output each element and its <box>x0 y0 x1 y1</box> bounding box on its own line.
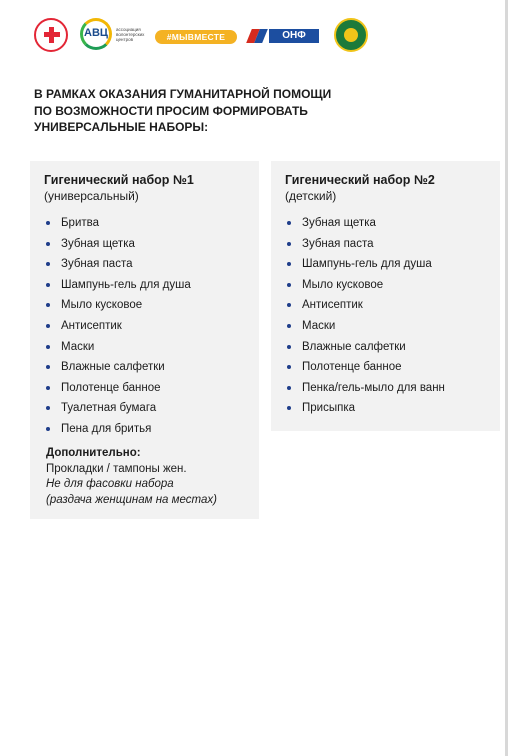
kit-2-item-label: Антисептик <box>302 299 363 312</box>
kit-2-title: Гигенический набор №2 <box>285 173 435 187</box>
kit-1-item-label: Зубная щетка <box>61 237 135 250</box>
list-item <box>44 319 191 340</box>
bullet-icon <box>46 406 50 410</box>
kit-1-item-label: Маски <box>61 340 95 353</box>
kit-2-item-label: Присыпка <box>302 402 356 415</box>
list-item <box>285 257 445 278</box>
regional-emblem-logo <box>334 18 368 52</box>
partner-logos <box>34 18 374 56</box>
list-item <box>44 278 191 299</box>
kit-1-item-label: Бритва <box>61 217 100 229</box>
additional-line-1: Прокладки / тампоны жен. <box>46 462 187 475</box>
kit-2-item-label: Маски <box>302 319 336 332</box>
kit-2-item-label: Полотенце банное <box>302 361 402 374</box>
kit-2-item-label: Мыло кусковое <box>302 278 384 291</box>
additional-title: Дополнительно: <box>46 447 141 459</box>
onf-logo-text: ОНФ <box>269 29 319 43</box>
kit-1-item-label: Пена для бритья <box>61 422 152 435</box>
additional-line-3: (раздача женщинам на местах) <box>46 493 217 506</box>
kit-2-subtitle: (детский) <box>285 189 337 203</box>
list-item <box>44 237 191 258</box>
list-item <box>285 360 445 381</box>
kit-1-title: Гигенический набор №1 <box>44 173 194 187</box>
hygiene-kit-1-card <box>30 161 259 519</box>
bullet-icon <box>46 345 50 349</box>
hygiene-kit-2-card <box>271 161 500 431</box>
bullet-icon <box>287 303 291 307</box>
list-item <box>285 319 445 340</box>
kit-2-item-label: Зубная паста <box>302 237 374 250</box>
kit-1-item-list <box>44 216 191 443</box>
list-item <box>285 340 445 361</box>
bullet-icon <box>46 262 50 266</box>
additional-line-2: Не для фасовки набора <box>46 478 174 490</box>
bullet-icon <box>46 221 50 225</box>
heading-line-3: УНИВЕРСАЛЬНЫЕ НАБОРЫ: <box>34 120 209 134</box>
kit-1-item-label: Мыло кусковое <box>61 299 143 312</box>
list-item <box>44 422 191 443</box>
bullet-icon <box>287 365 291 369</box>
list-item <box>44 298 191 319</box>
avc-logo <box>80 18 152 54</box>
kit-2-item-list <box>285 216 445 422</box>
bullet-icon <box>46 324 50 328</box>
bullet-icon <box>46 303 50 307</box>
avc-logo-text: АВЦ <box>84 27 108 39</box>
onf-logo <box>249 27 323 47</box>
red-cross-logo <box>34 18 68 52</box>
list-item <box>44 401 191 422</box>
list-item <box>44 340 191 361</box>
bullet-icon <box>287 262 291 266</box>
list-item <box>44 216 191 237</box>
kit-2-item-label: Пенка/гель-мыло для ванн <box>302 381 445 394</box>
kit-1-additional-note <box>46 446 217 508</box>
kit-1-item-label: Туалетная бумага <box>61 402 157 415</box>
kit-1-item-label: Шампунь-гель для душа <box>61 278 191 291</box>
kit-2-item-label: Влажные салфетки <box>302 340 406 353</box>
kit-2-item-label: Зубная щетка <box>302 217 376 229</box>
list-item <box>285 401 445 422</box>
bullet-icon <box>287 386 291 390</box>
bullet-icon <box>287 324 291 328</box>
kit-1-item-label: Антисептик <box>61 319 122 332</box>
list-item <box>44 381 191 402</box>
list-item <box>44 257 191 278</box>
bullet-icon <box>287 221 291 225</box>
bullet-icon <box>287 283 291 287</box>
my-vmeste-logo: #МЫВМЕСТЕ <box>155 30 237 44</box>
kit-1-item-label: Влажные салфетки <box>61 361 165 374</box>
bullet-icon <box>46 365 50 369</box>
list-item <box>285 298 445 319</box>
kit-1-subtitle: (универсальный) <box>44 189 139 203</box>
bullet-icon <box>287 345 291 349</box>
heading-line-2: ПО ВОЗМОЖНОСТИ ПРОСИМ ФОРМИРОВАТЬ <box>34 103 308 118</box>
kit-1-item-label: Зубная паста <box>61 258 133 271</box>
kit-2-item-label: Шампунь-гель для душа <box>302 258 432 271</box>
bullet-icon <box>287 242 291 246</box>
page-heading <box>34 86 394 136</box>
bullet-icon <box>46 427 50 431</box>
list-item <box>285 381 445 402</box>
list-item <box>285 216 445 237</box>
list-item <box>44 360 191 381</box>
kit-1-item-label: Полотенце банное <box>61 381 161 394</box>
list-item <box>285 237 445 258</box>
avc-logo-subtitle: ассоциация волонтерских центров <box>116 27 145 42</box>
list-item <box>285 278 445 299</box>
bullet-icon <box>46 386 50 390</box>
heading-line-1: В РАМКАХ ОКАЗАНИЯ ГУМАНИТАРНОЙ ПОМОЩИ <box>34 87 332 101</box>
bullet-icon <box>46 242 50 246</box>
bullet-icon <box>46 283 50 287</box>
bullet-icon <box>287 406 291 410</box>
